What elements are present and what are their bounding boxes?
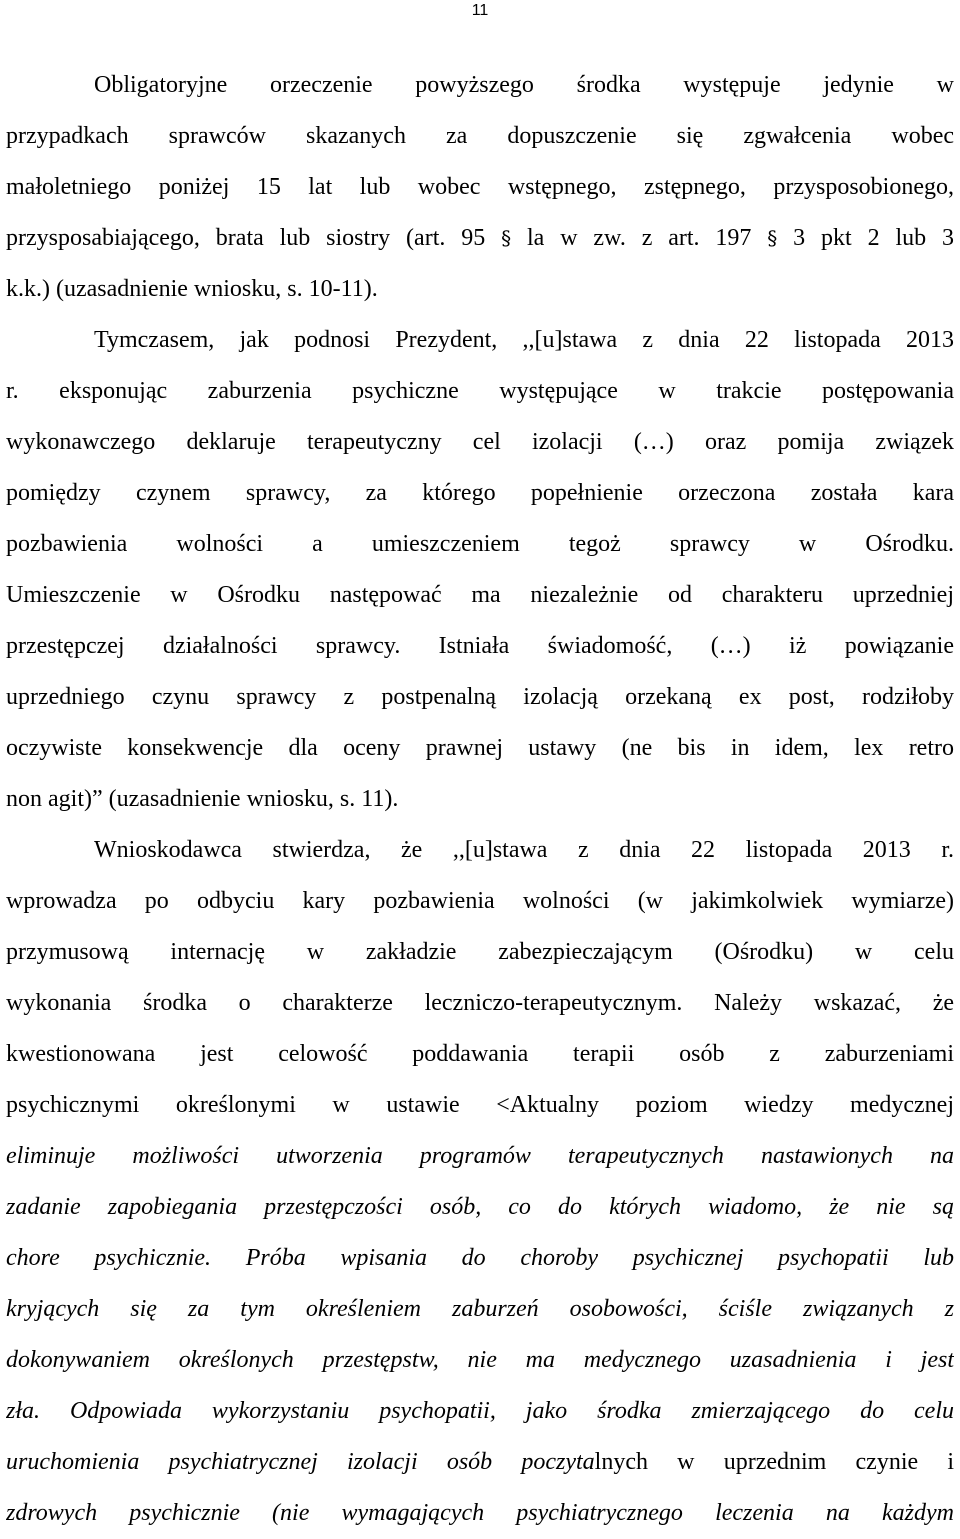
line-text: 3 pkt 2 lub 3 <box>793 225 954 251</box>
line-text: la w zw. z art. 197 <box>527 225 768 251</box>
paragraph-line: dokonywaniem określonych przestępstw, nie ma medycznego uzasadnienia i jest <box>6 1347 954 1373</box>
paragraph-line: oczywiste konsekwencje dla oceny prawnej ustawy (ne bis in idem, lex retro <box>6 735 954 761</box>
paragraph-line: kryjących się za tym określeniem zaburzeń osobowości, ściśle związanych z <box>6 1296 954 1322</box>
paragraph-line: psychicznymi określonymi w ustawie <Aktualny poziom wiedzy medycznej <box>6 1092 954 1118</box>
paragraph-line: chore psychicznie. Próba wpisania do choroby psychicznej psychopatii lub <box>6 1245 954 1271</box>
paragraph-line: Wnioskodawca stwierdza, że ,,[u]stawa z dnia 22 listopada 2013 r. <box>94 837 954 863</box>
paragraph-line: wykonania środka o charakterze leczniczo-terapeutycznym. Należy wskazać, że <box>6 990 954 1016</box>
paragraph-line: przymusową internację w zakładzie zabezpieczającym (Ośrodku) w celu <box>6 939 954 965</box>
line-text-italic: uruchomienia psychiatrycznej izolacji osób poczyta <box>6 1449 595 1475</box>
paragraph-line: non agit)” (uzasadnienie wniosku, s. 11). <box>6 786 399 812</box>
paragraph-line: uprzedniego czynu sprawcy z postpenalną izolacją orzekaną ex post, rodziłoby <box>6 684 954 710</box>
document-body <box>6 60 954 1539</box>
paragraph-line: pomiędzy czynem sprawcy, za którego popełnienie orzeczona została kara <box>6 480 954 506</box>
paragraph-line: przestępczej działalności sprawcy. Istniała świadomość, (…) iż powiązanie <box>6 633 954 659</box>
paragraph-line: kwestionowana jest celowość poddawania terapii osób z zaburzeniami <box>6 1041 954 1067</box>
line-text: lnych w uprzednim czynie i <box>594 1449 954 1475</box>
paragraph-line: wykonawczego deklaruje terapeutyczny cel izolacji (…) oraz pomija związek <box>6 429 954 455</box>
paragraph-line: Tymczasem, jak podnosi Prezydent, ,,[u]stawa z dnia 22 listopada 2013 <box>94 327 954 353</box>
paragraph-line: zła. Odpowiada wykorzystaniu psychopatii, jako środka zmierzającego do celu <box>6 1398 954 1424</box>
paragraph-line: pozbawienia wolności a umieszczeniem tegoż sprawcy w Ośrodku. <box>6 531 954 557</box>
line-text: przysposabiającego, brata lub siostry (art. 95 <box>6 225 502 251</box>
section-sign: § <box>501 226 512 250</box>
paragraph-line: zdrowych psychicznie (nie wymagających psychiatrycznego leczenia na każdym <box>6 1500 954 1526</box>
paragraph-line: małoletniego poniżej 15 lat lub wobec wstępnego, zstępnego, przysposobionego, <box>6 174 954 200</box>
paragraph-line <box>6 213 954 264</box>
paragraph-line: zadanie zapobiegania przestępczości osób, co do których wiadomo, że nie są <box>6 1194 954 1220</box>
paragraph-line: Obligatoryjne orzeczenie powyższego środka występuje jedynie w <box>94 72 954 98</box>
paragraph-line: eliminuje możliwości utworzenia programów terapeutycznych nastawionych na <box>6 1143 954 1169</box>
paragraph-line: Umieszczenie w Ośrodku następować ma niezależnie od charakteru uprzedniej <box>6 582 954 608</box>
section-sign: § <box>767 226 778 250</box>
paragraph-line: k.k.) (uzasadnienie wniosku, s. 10-11). <box>6 276 378 302</box>
paragraph-line: r. eksponując zaburzenia psychiczne występujące w trakcie postępowania <box>6 378 954 404</box>
page-number: 11 <box>471 2 489 19</box>
paragraph-line <box>6 1437 954 1488</box>
paragraph-line: przypadkach sprawców skazanych za dopuszczenie się zgwałcenia wobec <box>6 123 954 149</box>
paragraph-line: wprowadza po odbyciu kary pozbawienia wolności (w jakimkolwiek wymiarze) <box>6 888 954 914</box>
